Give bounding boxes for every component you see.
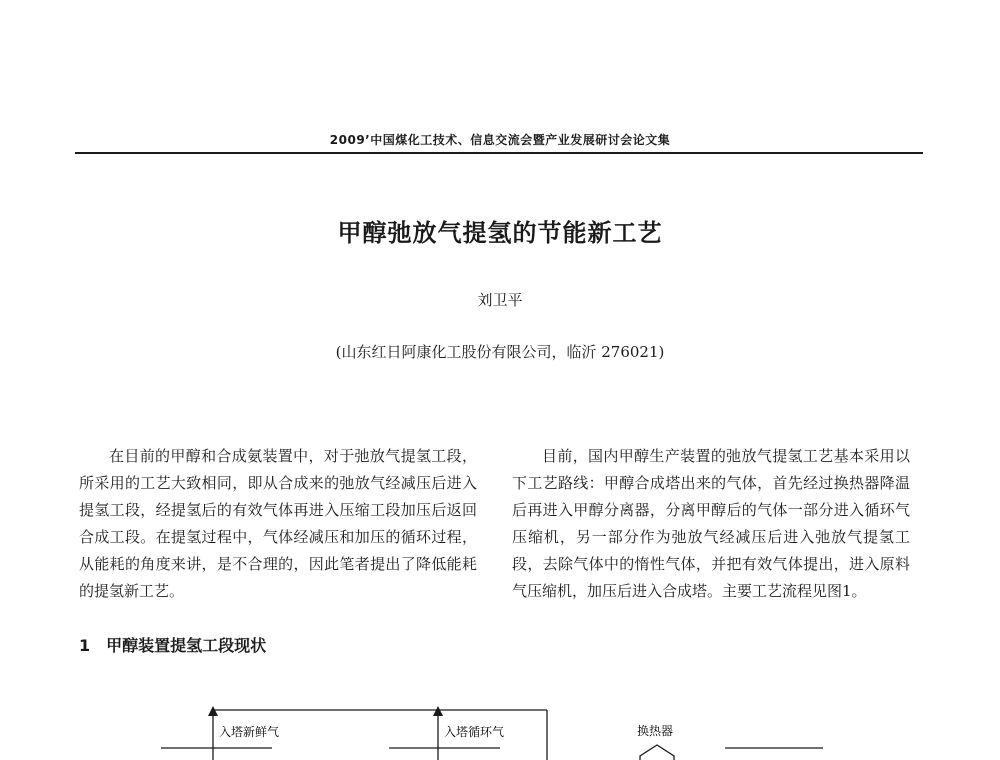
heat-exchanger-shape xyxy=(640,745,674,760)
heat-exchanger-label: 换热器 xyxy=(637,724,674,738)
recycle-gas-inlet-label: 入塔循环气 xyxy=(444,725,505,739)
section-number: 1 xyxy=(79,636,91,655)
fresh-gas-inlet-label: 入塔新鲜气 xyxy=(219,725,280,739)
paper-affiliation: (山东红日阿康化工股份有限公司，临沂 276021) xyxy=(335,343,665,361)
paper-author: 刘卫平 xyxy=(477,291,523,309)
paragraph-right: 目前，国内甲醇生产装置的弛放气提氢工艺基本采用以下工艺路线：甲醇合成塔出来的气体，首先经过换热器降温后再进入甲醇分离器，分离甲醇后的气体一部分进入循环气压缩机，另一部分作为弛放气经减压后进入弛放气提氢工段，去除气体中的惰性气体，并把有效气体提出，进入原料气压缩机，加压后进入合成塔。主要工艺流程见图1。 xyxy=(512,447,910,600)
running-header: 2009’中国煤化工技术、信息交流会暨产业发展研讨会论文集 xyxy=(329,133,671,147)
section-title: 甲醇装置提氢工段现状 xyxy=(106,636,267,655)
arrow-up-icon xyxy=(208,706,218,716)
paragraph-left: 在目前的甲醇和合成氨装置中，对于弛放气提氢工段，所采用的工艺大致相同，即从合成来的弛放气经减压后进入提氢工段，经提氢后的有效气体再进入压缩工段加压后返回合成工段。在提氢过程中，气体经减压和加压的循环过程，从能耗的角度来讲，是不合理的，因此笔者提出了降低能耗的提氢新工艺。 xyxy=(79,447,477,600)
arrow-up-icon xyxy=(433,706,443,716)
paper-title: 甲醇弛放气提氢的节能新工艺 xyxy=(337,219,663,247)
